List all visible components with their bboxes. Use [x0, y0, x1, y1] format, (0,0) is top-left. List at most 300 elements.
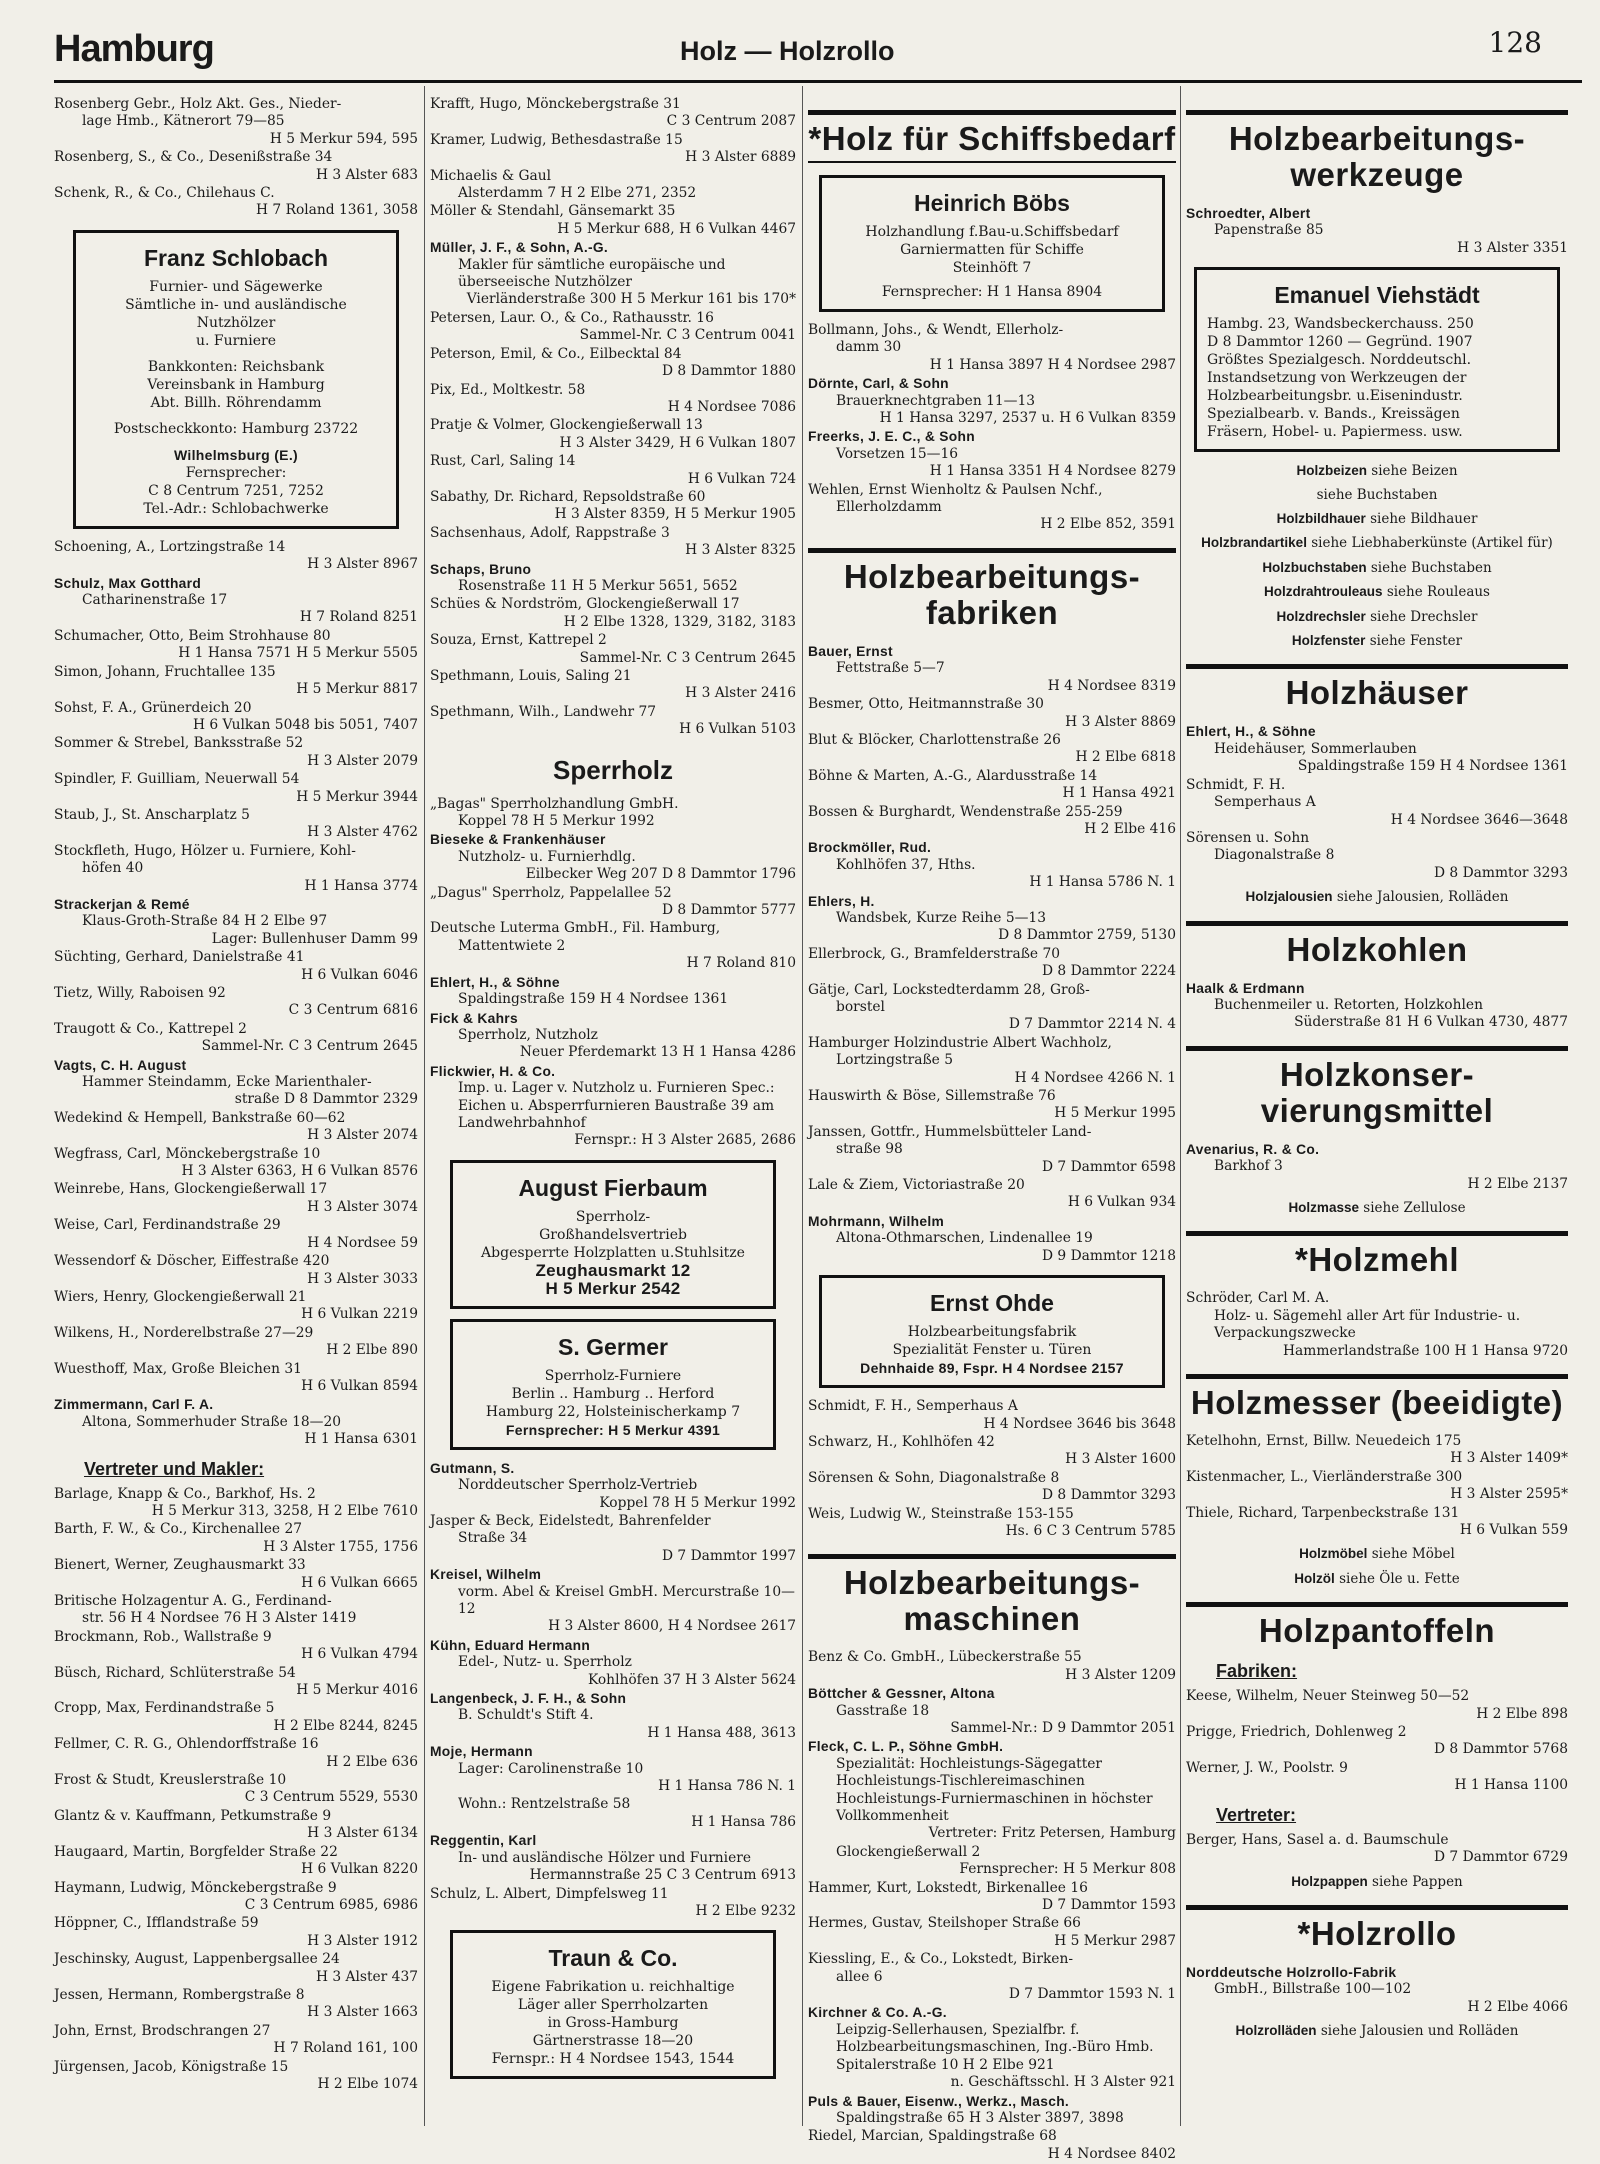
directory-entry — [54, 1808, 418, 1843]
directory-entry — [430, 1637, 796, 1689]
entry-phone: H 3 Alster 1409* — [1450, 1450, 1568, 1467]
ad-line: Garniermatten für Schiffe — [900, 242, 1084, 258]
directory-entry — [1186, 1724, 1568, 1759]
entry-list — [54, 96, 418, 220]
entry-phone: H 7 Roland 1361, 3058 — [255, 202, 418, 219]
entry-detail: straße 98 — [836, 1141, 903, 1158]
entry-name: Blut & Blöcker, Charlottenstraße 26 — [808, 731, 1061, 748]
directory-entry — [54, 185, 418, 220]
entry-name: Bauer, Ernst — [808, 643, 893, 659]
directory-entry — [54, 1021, 418, 1056]
entry-list — [430, 1460, 796, 1921]
entry-detail: lage Hmb., Kätnerort 79—85 — [82, 113, 285, 130]
directory-entry — [430, 561, 796, 596]
directory-entry — [54, 949, 418, 984]
entry-name: Kistenmacher, L., Vierländerstraße 300 — [1186, 1468, 1463, 1485]
directory-entry — [54, 2023, 418, 2058]
reference-target: siehe Möbel — [1371, 1546, 1455, 1563]
entry-name: Berger, Hans, Sasel a. d. Baumschule — [1186, 1831, 1449, 1848]
entry-phone: H 3 Alster 3074 — [307, 1198, 418, 1215]
ad-phone-label: Fernsprecher: — [185, 464, 287, 481]
entry-phone: H 1 Hansa 3774 — [304, 877, 418, 894]
ad-line: Größtes Spezialgesch. Norddeutschl. — [1207, 352, 1472, 369]
entry-name: Möller & Stendahl, Gänsemarkt 35 — [430, 203, 676, 220]
entry-detail: Koppel 78 H 5 Merkur 1992 — [458, 813, 655, 830]
entry-phone: H 3 Alster 683 — [315, 166, 418, 183]
entry-phone: Lager: Bullenhuser Damm 99 — [211, 930, 418, 947]
directory-entry — [54, 1486, 418, 1521]
directory-entry — [54, 1665, 418, 1700]
entry-name: Petersen, Laur. O., & Co., Rathausstr. 16 — [430, 309, 714, 326]
entry-detail: Spaldingstraße 65 H 3 Alster 3897, 3898 — [836, 2109, 1124, 2126]
entry-phone: C 3 Centrum 5529, 5530 — [244, 1789, 418, 1806]
entry-name: Glantz & v. Kauffmann, Petkumstraße 9 — [54, 1807, 332, 1824]
entry-phone: D 8 Dammtor 2224 — [1041, 963, 1176, 980]
entry-phone: H 1 Hansa 488, 3613 — [647, 1724, 796, 1741]
section-title-werkzeuge: Holzbearbeitungs-werkzeuge — [1186, 110, 1568, 193]
entry-detail: Altona-Othmarschen, Lindenallee 19 — [836, 1230, 1093, 1247]
entry-name: Kiessling, E., & Co., Lokstedt, Birken- — [808, 1951, 1074, 1968]
directory-entry — [430, 417, 796, 452]
entry-phone: D 7 Dammtor 6598 — [1041, 1158, 1176, 1175]
directory-entry — [54, 2059, 418, 2094]
reference-line — [1186, 510, 1568, 528]
entry-phone: Sammel-Nr.: D 9 Dammtor 2051 — [950, 1719, 1176, 1736]
entry-phone: H 6 Vulkan 724 — [687, 470, 796, 487]
directory-entry — [808, 893, 1176, 945]
ad-title: Franz Schlobach — [143, 244, 329, 271]
entry-name: Wehlen, Ernst Wienholtz & Paulsen Nchf., — [808, 481, 1103, 498]
column-4 — [1186, 96, 1568, 2047]
entry-name: Schroedter, Albert — [1186, 206, 1311, 221]
reference-term: Holzbeizen — [1296, 463, 1367, 479]
entry-phone: H 3 Alster 437 — [315, 1968, 418, 1985]
entry-phone: D 7 Dammtor 1593 N. 1 — [1008, 1986, 1176, 2003]
entry-name: Jeschinsky, August, Lappenbergsallee 24 — [54, 1951, 340, 1968]
entry-list — [1186, 1832, 1568, 1867]
entry-list — [808, 1649, 1176, 2163]
entry-name: Weinrebe, Hans, Glockengießerwall 17 — [54, 1181, 328, 1198]
directory-entry — [54, 1844, 418, 1879]
entry-phone: H 7 Roland 8251 — [299, 609, 418, 626]
entry-name: Schwarz, H., Kohlhöfen 42 — [808, 1433, 995, 1450]
cross-reference — [1186, 1199, 1568, 1217]
entry-name: Keese, Wilhelm, Neuer Steinweg 50—52 — [1186, 1688, 1470, 1705]
directory-entry — [54, 1146, 418, 1181]
directory-entry — [54, 1772, 418, 1807]
directory-entry — [808, 1649, 1176, 1684]
entry-list — [1186, 1141, 1568, 1193]
directory-entry — [54, 1557, 418, 1592]
directory-entry — [1186, 1290, 1568, 1360]
entry-name: Spethmann, Wilh., Landwehr 77 — [430, 703, 657, 720]
entry-phone: H 1 Hansa 3351 H 4 Nordsee 8279 — [929, 463, 1176, 480]
ad-line: Sperrholz- — [575, 1208, 651, 1225]
entry-phone: Hermannstraße 25 C 3 Centrum 6913 — [529, 1867, 796, 1884]
entry-detail: Vorsetzen 15—16 — [836, 445, 959, 462]
directory-entry — [430, 885, 796, 920]
entry-name: Müller, J. F., & Sohn, A.-G. — [430, 240, 609, 256]
entry-name: Bollmann, Johs., & Wendt, Ellerholz- — [808, 322, 1064, 338]
entry-phone: H 5 Merkur 688, H 6 Vulkan 4467 — [557, 220, 796, 237]
ad-title: S. Germer — [558, 1333, 668, 1360]
directory-entry — [430, 1063, 796, 1150]
entry-phone: H 7 Roland 161, 100 — [273, 2040, 418, 2057]
entry-detail: Semperhaus A — [1214, 794, 1316, 811]
reference-target: siehe Zellulose — [1363, 1199, 1466, 1216]
entry-phone: D 8 Dammtor 1880 — [661, 363, 796, 380]
directory-entry — [1186, 980, 1568, 1032]
ad-line: u. Furniere — [195, 332, 277, 349]
entry-name: Sörensen & Sohn, Diagonalstraße 8 — [808, 1469, 1060, 1486]
reference-target: siehe Beizen — [1371, 463, 1458, 480]
entry-detail: damm 30 — [836, 339, 902, 356]
cross-reference-list — [1186, 462, 1568, 650]
ad-title: Heinrich Böbs — [914, 190, 1070, 216]
subsection-title: Vertreter: — [1216, 1804, 1297, 1825]
entry-list — [430, 96, 796, 739]
directory-entry — [808, 1951, 1176, 2003]
reference-line — [1186, 534, 1568, 552]
entry-name: Janssen, Gottfr., Hummelsbütteler Land- — [808, 1123, 1092, 1140]
entry-name: Schulz, L. Albert, Dimpfelsweg 11 — [430, 1885, 669, 1902]
entry-phone: H 3 Alster 8967 — [307, 556, 418, 573]
entry-name: Sohst, F. A., Grünerdeich 20 — [54, 699, 252, 716]
entry-detail: Mattentwiete 2 — [458, 937, 566, 954]
reference-line — [1186, 487, 1568, 504]
entry-name: Hauswirth & Böse, Sillemstraße 76 — [808, 1088, 1056, 1105]
entry-phone: D 8 Dammtor 2759, 5130 — [998, 927, 1176, 944]
directory-entry — [430, 1010, 796, 1062]
section-title-holzmesser: Holzmesser (beeidigte) — [1186, 1374, 1568, 1421]
entry-phone: H 4 Nordsee 59 — [307, 1234, 418, 1251]
entry-name: Gätje, Carl, Lockstedterdamm 28, Groß- — [808, 981, 1090, 998]
entry-name: Benz & Co. GmbH., Lübeckerstraße 55 — [808, 1649, 1082, 1666]
entry-name: Rosenberg, S., & Co., Desenißstraße 34 — [54, 149, 333, 166]
directory-entry — [1186, 1964, 1568, 2016]
cross-reference — [1186, 888, 1568, 906]
directory-entry — [808, 1685, 1176, 1737]
directory-entry — [430, 668, 796, 703]
section-title-holzhaeuser: Holzhäuser — [1186, 664, 1568, 711]
entry-name: Kühn, Eduard Hermann — [430, 1637, 591, 1653]
directory-entry — [808, 1434, 1176, 1469]
entry-name: Wiers, Henry, Glockengießerwall 21 — [54, 1288, 307, 1305]
entry-phone: Fernspr.: H 3 Alster 2685, 2686 — [574, 1132, 796, 1149]
entry-name: Pratje & Volmer, Glockengießerwall 13 — [430, 417, 703, 434]
entry-name: Wegfrass, Carl, Mönckebergstraße 10 — [54, 1145, 321, 1162]
reference-target: siehe Jalousien und Rolläden — [1320, 2023, 1519, 2040]
entry-name: Schmidt, F. H., Semperhaus A — [808, 1398, 1018, 1415]
ad-boebs — [819, 175, 1165, 312]
directory-entry — [808, 804, 1176, 839]
entry-name: Ehlert, H., & Söhne — [1186, 724, 1316, 740]
entry-name: Hermes, Gustav, Steilshoper Straße 66 — [808, 1915, 1081, 1932]
directory-entry — [430, 831, 796, 883]
entry-phone: H 6 Vulkan 4794 — [301, 1646, 418, 1663]
column-3 — [808, 96, 1176, 2164]
entry-detail: Lortzingstraße 5 — [836, 1052, 953, 1069]
entry-name: Besmer, Otto, Heitmannstraße 30 — [808, 696, 1044, 713]
directory-entry — [808, 768, 1176, 803]
entry-name: Haalk & Erdmann — [1186, 980, 1305, 996]
ad-germer — [450, 1319, 776, 1450]
reference-target: siehe Buchstaben — [1370, 559, 1492, 576]
entry-list — [1186, 1688, 1568, 1794]
reference-line — [1186, 1570, 1568, 1588]
directory-entry — [1186, 205, 1568, 257]
directory-entry — [808, 839, 1176, 891]
entry-list — [54, 539, 418, 1449]
entry-name: Schoening, A., Lortzingstraße 14 — [54, 538, 286, 555]
column-2 — [430, 96, 796, 2089]
entry-phone: H 7 Roland 810 — [686, 955, 796, 972]
ad-phone: Fernspr.: H 4 Nordsee 1543, 1544 — [491, 2051, 735, 2068]
entry-detail: Leipzig-Sellerhausen, Spezialfbr. f. Holzbearbeitungsmaschinen, Ing.-Büro Hmb. Spitalerstraße 10 H 2 Elbe 921 — [836, 2021, 1154, 2073]
directory-entry — [54, 1521, 418, 1556]
directory-entry — [808, 375, 1176, 427]
ad-line: Steinhöft 7 — [952, 260, 1032, 276]
entry-name: Wedekind & Hempell, Bankstraße 60—62 — [54, 1109, 346, 1126]
directory-entry — [430, 168, 796, 203]
directory-entry — [430, 1832, 796, 1884]
entry-name: Freerks, J. E. C., & Sohn — [808, 429, 975, 445]
directory-entry — [430, 382, 796, 417]
entry-phone: H 2 Elbe 1074 — [317, 2075, 418, 2092]
directory-entry — [430, 239, 796, 309]
directory-entry — [54, 1110, 418, 1145]
entry-phone: H 3 Alster 6363, H 6 Vulkan 8576 — [181, 1163, 418, 1180]
entry-phone: D 7 Dammtor 2214 N. 4 — [1008, 1016, 1176, 1033]
directory-entry — [54, 1361, 418, 1396]
directory-entry — [430, 1886, 796, 1921]
entry-name: Böhne & Marten, A.-G., Alardusstraße 14 — [808, 767, 1098, 784]
entry-phone: Vierländerstraße 300 H 5 Merkur 161 bis 170* — [466, 291, 796, 308]
reference-term: Holzmasse — [1288, 1199, 1359, 1215]
entry-name: Simon, Johann, Fruchtallee 135 — [54, 663, 276, 680]
directory-entry — [54, 1915, 418, 1950]
reference-target: siehe Bildhauer — [1370, 511, 1478, 528]
directory-entry — [808, 482, 1176, 534]
reference-term: Holzdrahtrouleaus — [1264, 584, 1383, 600]
ad-line: Gärtnerstrasse 18—20 — [532, 2033, 694, 2050]
column-1 — [54, 96, 418, 2094]
entry-phone: H 1 Hansa 786 N. 1 — [658, 1778, 796, 1795]
entry-phone: H 1 Hansa 7571 H 5 Merkur 5505 — [178, 645, 418, 662]
entry-detail: Spaldingstraße 159 H 4 Nordsee 1361 — [458, 991, 729, 1008]
entry-name: Ellerbrock, G., Bramfelderstraße 70 — [808, 945, 1061, 962]
entry-phone: H 2 Elbe 898 — [1476, 1705, 1568, 1722]
entry-phone: H 3 Alster 3033 — [307, 1270, 418, 1287]
directory-entry — [430, 1460, 796, 1512]
entry-name: Sachsenhaus, Adolf, Rappstraße 3 — [430, 524, 670, 541]
entry-name: John, Ernst, Brodschrangen 27 — [54, 2022, 271, 2039]
entry-phone: H 4 Nordsee 7086 — [667, 398, 796, 415]
entry-list — [1186, 980, 1568, 1032]
entry-name: Stockfleth, Hugo, Hölzer u. Furniere, Kohl- — [54, 842, 356, 859]
ad-line: Nutzhölzer — [196, 314, 276, 331]
ad-fierbaum — [450, 1160, 776, 1309]
directory-entry — [1186, 723, 1568, 775]
entry-detail: Straße 34 — [458, 1530, 528, 1547]
ad-title: Emanuel Viehstädt — [1274, 282, 1480, 309]
entry-phone: C 3 Centrum 2087 — [666, 113, 796, 130]
entry-detail: GmbH., Billstraße 100—102 — [1214, 1981, 1412, 1998]
ad-phone: H 5 Merkur 2542 — [545, 1278, 681, 1298]
directory-entry — [54, 1629, 418, 1664]
section-title-holzrollo: *Holzrollo — [1186, 1905, 1568, 1952]
entry-name: Sabathy, Dr. Richard, Repsoldstraße 60 — [430, 488, 706, 505]
ad-address: Zeughausmarkt 12 — [535, 1260, 691, 1280]
entry-detail: Lager: Carolinenstraße 10 — [458, 1760, 644, 1777]
directory-entry — [430, 346, 796, 381]
directory-entry — [430, 310, 796, 345]
entry-name: Kreisel, Wilhelm — [430, 1567, 542, 1583]
directory-entry — [54, 1325, 418, 1360]
entry-detail: Alsterdamm 7 H 2 Elbe 271, 2352 — [458, 185, 697, 202]
directory-entry — [808, 1213, 1176, 1265]
reference-target: siehe Fenster — [1369, 633, 1463, 650]
entry-name: Mohrmann, Wilhelm — [808, 1213, 945, 1229]
entry-phone: Koppel 78 H 5 Merkur 1992 — [599, 1494, 796, 1511]
ad-line: Vereinsbank in Hamburg — [147, 376, 325, 393]
entry-phone: Sammel-Nr. C 3 Centrum 2645 — [201, 1038, 418, 1055]
entry-name: Jürgensen, Jacob, Königstraße 15 — [54, 2058, 289, 2075]
entry-name: Hamburger Holzindustrie Albert Wachholz, — [808, 1034, 1112, 1051]
entry-detail: Catharinenstraße 17 — [82, 592, 228, 609]
reference-line — [1186, 2022, 1568, 2040]
entry-detail: vorm. Abel & Kreisel GmbH. Mercurstraße 10—12 — [458, 1583, 795, 1617]
entry-phone: D 8 Dammtor 5777 — [661, 902, 796, 919]
cross-reference-list — [1186, 1545, 1568, 1588]
entry-name: Spindler, F. Guilliam, Neuerwall 54 — [54, 771, 300, 788]
entry-detail: Barkhof 3 — [1214, 1158, 1283, 1175]
entry-phone: H 3 Alster 2079 — [307, 752, 418, 769]
reference-line — [1186, 608, 1568, 626]
entry-phone: Vertreter: Fritz Petersen, Hamburg — [928, 1825, 1176, 1842]
entry-phone: H 5 Merkur 2987 — [1054, 1932, 1176, 1949]
directory-entry — [54, 807, 418, 842]
entry-phone: H 4 Nordsee 3646—3648 — [1390, 811, 1568, 828]
directory-entry — [1186, 1688, 1568, 1723]
directory-entry — [1186, 1141, 1568, 1193]
directory-entry — [430, 132, 796, 167]
ad-lines — [86, 278, 386, 350]
entry-phone: H 2 Elbe 4066 — [1467, 1998, 1568, 2015]
entry-name: Wessendorf & Döscher, Eiffestraße 420 — [54, 1253, 330, 1270]
entry-name: Spethmann, Louis, Saling 21 — [430, 668, 632, 684]
directory-entry — [430, 974, 796, 1009]
entry-detail: höfen 40 — [82, 860, 144, 877]
directory-entry — [54, 1396, 418, 1448]
ad-phone: C 8 Centrum 7251, 7252 — [148, 482, 324, 499]
entry-phone: Kohlhöfen 37 H 3 Alster 5624 — [587, 1671, 796, 1688]
entry-phone: Fernsprecher: H 5 Merkur 808 — [959, 1861, 1176, 1878]
entry-name: Weis, Ludwig W., Steinstraße 153-155 — [808, 1505, 1074, 1522]
directory-entry — [54, 628, 418, 663]
directory-entry — [808, 1398, 1176, 1433]
entry-phone: H 3 Alster 1912 — [307, 1932, 418, 1949]
directory-entry — [54, 735, 418, 770]
entry-list — [1186, 205, 1568, 257]
entry-phone: H 2 Elbe 1328, 1329, 3182, 3183 — [563, 613, 796, 630]
directory-entry — [1186, 777, 1568, 829]
directory-entry — [54, 1593, 418, 1628]
entry-phone: Eilbecker Weg 207 D 8 Dammtor 1796 — [525, 866, 796, 883]
entry-name: Höppner, C., Ifflandstraße 59 — [54, 1915, 259, 1932]
cross-reference — [1186, 2022, 1568, 2040]
entry-phone: H 3 Alster 1755, 1756 — [263, 1538, 418, 1555]
ad-line: Großhandelsvertrieb — [539, 1226, 687, 1243]
entry-phone: H 6 Vulkan 8594 — [301, 1377, 418, 1394]
column-divider — [1180, 86, 1181, 2126]
entry-phone: H 3 Alster 8600, H 4 Nordsee 2617 — [548, 1618, 796, 1635]
entry-phone: H 2 Elbe 9232 — [695, 1902, 796, 1919]
entry-phone: H 5 Merkur 594, 595 — [269, 130, 418, 147]
entry-name: Deutsche Luterma GmbH., Fil. Hamburg, — [430, 920, 721, 937]
entry-name: Fick & Kahrs — [430, 1010, 518, 1026]
directory-entry — [54, 843, 418, 895]
directory-entry — [430, 1513, 796, 1565]
entry-phone: H 1 Hansa 3897 H 4 Nordsee 2987 — [929, 356, 1176, 373]
directory-entry — [808, 1470, 1176, 1505]
entry-name: Schmidt, F. H. — [1186, 776, 1286, 793]
directory-entry — [54, 1181, 418, 1216]
ad-phone: Fernsprecher: H 5 Merkur 4391 — [505, 1421, 721, 1438]
ad-title: August Fierbaum — [518, 1174, 708, 1201]
ad-line: Eigene Fabrikation u. reichhaltige — [491, 1979, 735, 1996]
entry-phone: Hammerlandstraße 100 H 1 Hansa 9720 — [1283, 1342, 1568, 1359]
entry-name: Tietz, Willy, Raboisen 92 — [54, 985, 226, 1001]
ad-line: Abt. Billh. Röhrendamm — [150, 394, 322, 411]
directory-entry — [54, 96, 418, 148]
entry-phone: H 5 Merkur 8817 — [296, 681, 418, 698]
directory-entry — [430, 1743, 796, 1795]
directory-entry — [54, 1253, 418, 1288]
directory-entry — [808, 1738, 1176, 1842]
directory-entry — [54, 985, 418, 1020]
entry-name: Souza, Ernst, Kattrepel 2 — [430, 632, 607, 649]
entry-name: Schenk, R., & Co., Chilehaus C. — [54, 185, 275, 202]
entry-detail: Rosenstraße 11 H 5 Merkur 5651, 5652 — [458, 577, 738, 594]
entry-list — [808, 643, 1176, 1265]
entry-name: Ketelhohn, Ernst, Billw. Neuedeich 175 — [1186, 1433, 1462, 1449]
entry-phone: H 5 Merkur 4016 — [296, 1682, 418, 1699]
entry-name: Rosenberg Gebr., Holz Akt. Ges., Nieder- — [54, 96, 342, 112]
entry-phone: H 6 Vulkan 559 — [1459, 1522, 1568, 1539]
section-title-konservierung: Holzkonser-vierungsmittel — [1186, 1046, 1568, 1129]
directory-entry — [1186, 1760, 1568, 1795]
ad-line: Hamburg 22, Holsteinischerkamp 7 — [485, 1403, 741, 1420]
directory-entry — [808, 1124, 1176, 1176]
directory-entry — [808, 1844, 1176, 1879]
subsection-title: Vertreter und Makler: — [84, 1458, 265, 1479]
entry-name: Vagts, C. H. August — [54, 1057, 187, 1073]
ad-schlobach — [73, 230, 399, 529]
entry-name: Kirchner & Co. A.-G. — [808, 2005, 947, 2021]
entry-name: Rust, Carl, Saling 14 — [430, 453, 576, 470]
entry-detail: Heidehäuser, Sommerlauben — [1214, 740, 1417, 757]
entry-detail: Glockengießerwall 2 — [836, 1843, 981, 1860]
entry-phone: D 8 Dammtor 3293 — [1041, 1487, 1176, 1504]
ad-lines — [1207, 315, 1547, 441]
directory-entry — [54, 1736, 418, 1771]
directory-entry — [808, 322, 1176, 374]
entry-phone: H 3 Alster 2595* — [1450, 1486, 1568, 1503]
entry-name: Langenbeck, J. F. H., & Sohn — [430, 1691, 627, 1707]
entry-detail: Nutzholz- u. Furnierhdlg. — [458, 848, 636, 865]
entry-phone: H 1 Hansa 1100 — [1454, 1777, 1568, 1794]
